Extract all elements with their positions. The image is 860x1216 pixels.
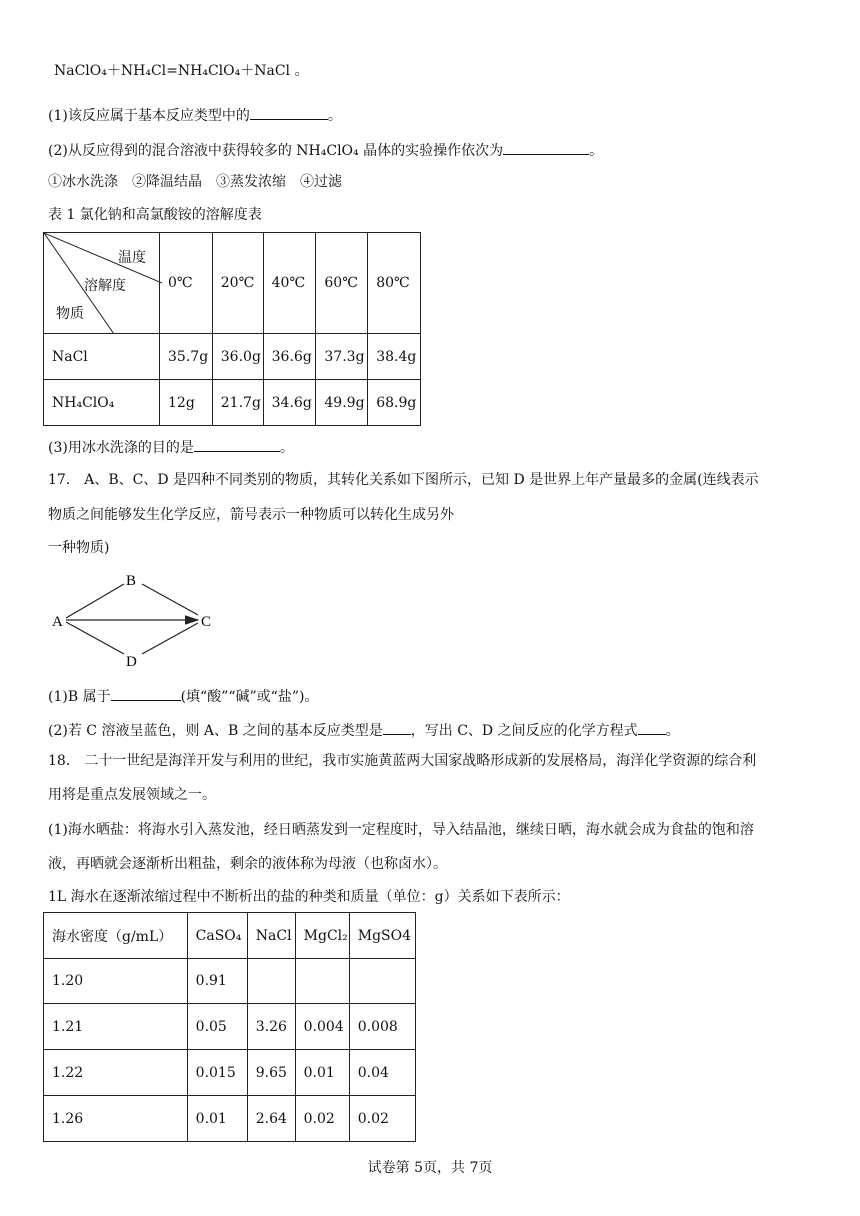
table-cell: 12g: [160, 380, 213, 426]
table-cell: 0.004: [295, 1004, 349, 1050]
table-cell: 0.01: [295, 1050, 349, 1096]
edge-d-c: [142, 623, 198, 654]
q18-table-intro: 1L 海水在逐渐浓缩过程中不断析出的盐的种类和质量（单位：g）关系如下表所示：: [48, 889, 570, 905]
table-cell: 2.64: [247, 1096, 295, 1142]
table-header-cell: NaCl: [247, 913, 295, 959]
corner-label-solubility: 溶解度: [84, 278, 126, 294]
answer-blank[interactable]: [383, 720, 411, 735]
q16-part1: [48, 105, 342, 125]
table-cell: 35.7g: [160, 334, 213, 380]
q17-stem-line3: 一种物质): [48, 540, 110, 556]
table-corner-header: [44, 233, 160, 334]
seawater-salt-table: [43, 912, 416, 1142]
q17-part2: [48, 720, 680, 740]
table-header-cell: MgSO4: [349, 913, 415, 959]
table-header-cell: 海水密度（g/mL）: [44, 913, 188, 959]
table1-caption: 表 1 氯化钠和高氯酸铵的溶解度表: [48, 207, 262, 223]
table-header-cell: CaSO₄: [187, 913, 247, 959]
answer-blank[interactable]: [194, 437, 280, 452]
table-header-cell: 60℃: [316, 233, 368, 334]
table-cell: 37.3g: [316, 334, 368, 380]
table-header-cell: 0℃: [160, 233, 213, 334]
q18-stem-line2: 用将是重点发展领域之一。: [48, 787, 216, 803]
corner-label-temperature: 温度: [118, 250, 146, 266]
table-header-cell: 20℃: [212, 233, 263, 334]
q18-stem-line1: 18． 二十一世纪是海洋开发与利用的世纪，我市实施黄蓝两大国家战略形成新的发展格局，海洋化学资源的综合利: [48, 753, 757, 769]
q16-part3-text: (3)用冰水洗涤的目的是: [48, 440, 194, 456]
edge-b-c: [142, 584, 198, 615]
q17-part1-end: (填“酸”“碱”或“盐”)。: [180, 689, 319, 705]
table-cell: 34.6g: [263, 380, 316, 426]
answer-blank[interactable]: [250, 105, 328, 120]
q17-stem-line1: 17． A、B、C、D 是四种不同类别的物质，其转化关系如下图所示，已知 D 是世界上年产量最多的金属(连线表示: [48, 472, 759, 488]
table-cell: 1.21: [44, 1004, 188, 1050]
edge-a-b: [66, 584, 124, 618]
reaction-equation: NaClO₄＋NH₄Cl=NH₄ClO₄＋NaCl 。: [54, 63, 309, 79]
table-cell: 1.26: [44, 1096, 188, 1142]
table-header-cell: 80℃: [368, 233, 421, 334]
q18-part1-line1: (1)海水晒盐：将海水引入蒸发池，经日晒蒸发到一定程度时，导入结晶池，继续日晒，海水就会成为食盐的饱和溶: [48, 822, 754, 838]
table-row: [44, 1050, 416, 1096]
q16-part2: [48, 140, 603, 160]
table-cell: 36.0g: [212, 334, 263, 380]
answer-blank[interactable]: [111, 686, 181, 701]
answer-blank[interactable]: [503, 140, 589, 155]
table-cell: 9.65: [247, 1050, 295, 1096]
table-row: [44, 959, 416, 1004]
table-cell: 1.22: [44, 1050, 188, 1096]
conversion-diagram: [48, 570, 228, 670]
q16-part2-text: (2)从反应得到的混合溶液中获得较多的 NH₄ClO₄ 晶体的实验操作依次为: [48, 143, 504, 159]
table-cell: 0.015: [187, 1050, 247, 1096]
table-cell: 0.01: [187, 1096, 247, 1142]
row-label: NaCl: [44, 334, 160, 380]
q16-part1-text: (1)该反应属于基本反应类型中的: [48, 108, 250, 124]
q17-part1-text: (1)B 属于: [48, 689, 111, 705]
table-cell: 0.05: [187, 1004, 247, 1050]
table-cell: 49.9g: [316, 380, 368, 426]
node-c: C: [201, 614, 212, 630]
q18-part1-line2: 液，再晒就会逐渐析出粗盐，剩余的液体称为母液（也称卤水）。: [48, 856, 447, 872]
q16-part3: [48, 437, 294, 457]
solubility-table: [43, 232, 421, 426]
table-cell: 0.04: [349, 1050, 415, 1096]
table-row: [44, 380, 421, 426]
q16-part3-end: 。: [279, 440, 294, 456]
table-row: [44, 1096, 416, 1142]
table-cell: 0.91: [187, 959, 247, 1004]
table-cell: [295, 959, 349, 1004]
answer-blank[interactable]: [638, 720, 666, 735]
corner-label-substance: 物质: [56, 306, 84, 322]
table-cell: 0.008: [349, 1004, 415, 1050]
table-cell: [247, 959, 295, 1004]
table-cell: 0.02: [295, 1096, 349, 1142]
table-header-cell: MgCl₂: [295, 913, 349, 959]
table-header-row: [44, 913, 416, 959]
q16-options: ①冰水洗涤 ②降温结晶 ③蒸发浓缩 ④过滤: [48, 174, 342, 190]
q16-part1-end: 。: [327, 108, 342, 124]
q16-part2-end: 。: [589, 143, 604, 159]
node-a: A: [52, 614, 63, 630]
q17-stem-line2: 物质之间能够发生化学反应，箭号表示一种物质可以转化生成另外: [48, 507, 454, 523]
table-cell: 36.6g: [263, 334, 316, 380]
table-header-cell: 40℃: [263, 233, 316, 334]
q17-part1: [48, 686, 318, 706]
table-row: [44, 334, 421, 380]
table-cell: [349, 959, 415, 1004]
node-b: B: [126, 573, 137, 589]
table-cell: 0.02: [349, 1096, 415, 1142]
node-d: D: [126, 654, 137, 670]
page-footer: 试卷第 5页，共 7页: [367, 1160, 493, 1176]
table-row: [44, 1004, 416, 1050]
table-cell: 21.7g: [212, 380, 263, 426]
q17-part2-end: 。: [665, 723, 680, 739]
row-label: NH₄ClO₄: [44, 380, 160, 426]
q17-part2-mid: ，写出 C、D 之间反应的化学方程式: [410, 723, 638, 739]
table-cell: 38.4g: [368, 334, 421, 380]
edge-a-d: [66, 622, 124, 654]
q17-part2-text: (2)若 C 溶液呈蓝色，则 A、B 之间的基本反应类型是: [48, 723, 383, 739]
table-cell: 3.26: [247, 1004, 295, 1050]
table-cell: 68.9g: [368, 380, 421, 426]
table-cell: 1.20: [44, 959, 188, 1004]
